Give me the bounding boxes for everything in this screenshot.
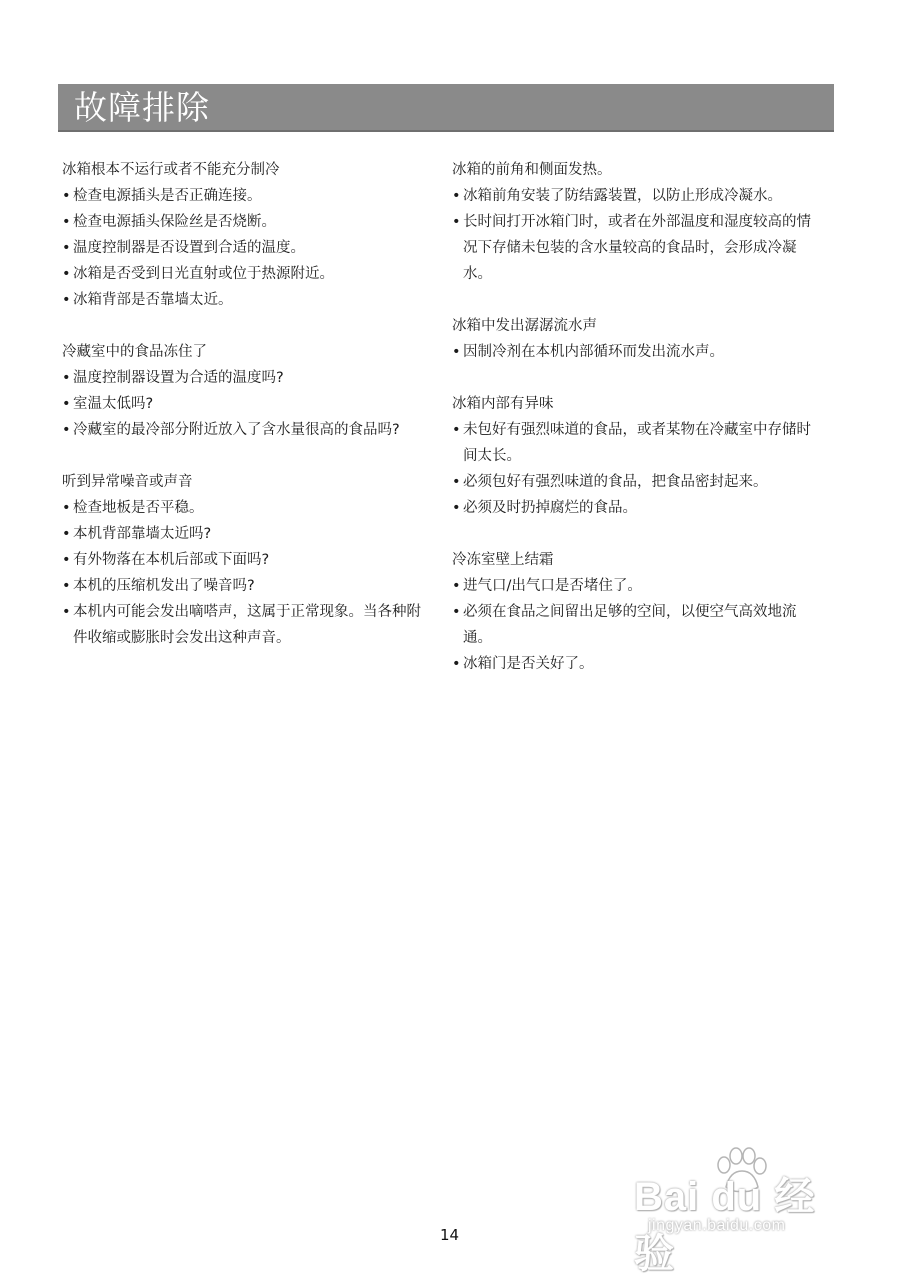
check-item: • 必须及时扔掉腐烂的食品。: [452, 495, 822, 521]
trouble-section: [62, 339, 432, 443]
check-item: • 进气口/出气口是否堵住了。: [452, 573, 822, 599]
page-number: 14: [439, 1226, 460, 1244]
check-item: • 冷藏室的最冷部分附近放入了含水量很高的食品吗?: [62, 417, 432, 443]
left-column: [62, 157, 432, 677]
section-heading: 听到异常噪音或声音: [62, 474, 193, 490]
check-item: • 未包好有强烈味道的食品，或者某物在冷藏室中存储时间太长。: [452, 417, 822, 469]
check-item: • 本机内可能会发出嘀嗒声，这属于正常现象。当各种附件收缩或膨胀时会发出这种声音。: [62, 599, 432, 651]
trouble-section: [452, 313, 822, 365]
page-title: 故障排除: [74, 88, 210, 127]
check-item: • 冰箱门是否关好了。: [452, 651, 822, 677]
check-list: [62, 183, 432, 313]
check-item: • 有外物落在本机后部或下面吗?: [62, 547, 432, 573]
check-item: • 本机的压缩机发出了噪音吗?: [62, 573, 432, 599]
check-item: • 温度控制器是否设置到合适的温度。: [62, 235, 432, 261]
section-heading: 冰箱内部有异味: [452, 396, 554, 412]
section-heading: 冰箱根本不运行或者不能充分制冷: [62, 162, 280, 178]
trouble-section: [452, 157, 822, 287]
watermark-url: jingyan.baidu.com: [648, 1217, 786, 1234]
section-heading: 冷冻室壁上结霜: [452, 552, 554, 568]
check-item: • 冰箱背部是否靠墙太近。: [62, 287, 432, 313]
right-column: [452, 157, 822, 703]
check-item: • 因制冷剂在本机内部循环而发出流水声。: [452, 339, 822, 365]
trouble-section: [62, 157, 432, 313]
check-item: • 室温太低吗?: [62, 391, 432, 417]
check-item: • 长时间打开冰箱门时，或者在外部温度和湿度较高的情况下存储未包装的含水量较高的食品时，会形成冷凝水。: [452, 209, 822, 287]
trouble-section: [452, 547, 822, 677]
check-list: [452, 573, 822, 677]
check-list: [452, 339, 822, 365]
watermark-brand: Bai du 经验: [634, 1175, 816, 1276]
check-list: [452, 183, 822, 287]
check-item: • 必须在食品之间留出足够的空间，以便空气高效地流通。: [452, 599, 822, 651]
check-list: [452, 417, 822, 521]
check-item: • 冰箱是否受到日光直射或位于热源附近。: [62, 261, 432, 287]
section-heading: 冰箱的前角和侧面发热。: [452, 162, 612, 178]
check-item: • 检查电源插头保险丝是否烧断。: [62, 209, 432, 235]
check-item: • 温度控制器设置为合适的温度吗?: [62, 365, 432, 391]
check-list: [62, 495, 432, 651]
check-item: • 冰箱前角安装了防结露装置，以防止形成冷凝水。: [452, 183, 822, 209]
section-heading: 冰箱中发出潺潺流水声: [452, 318, 597, 334]
check-list: [62, 365, 432, 443]
title-bar: [58, 84, 834, 132]
watermark: [630, 1145, 845, 1276]
trouble-section: [62, 469, 432, 651]
check-item: • 检查电源插头是否正确连接。: [62, 183, 432, 209]
check-item: • 检查地板是否平稳。: [62, 495, 432, 521]
check-item: • 本机背部靠墙太近吗?: [62, 521, 432, 547]
section-heading: 冷藏室中的食品冻住了: [62, 344, 207, 360]
check-item: • 必须包好有强烈味道的食品，把食品密封起来。: [452, 469, 822, 495]
trouble-section: [452, 391, 822, 521]
